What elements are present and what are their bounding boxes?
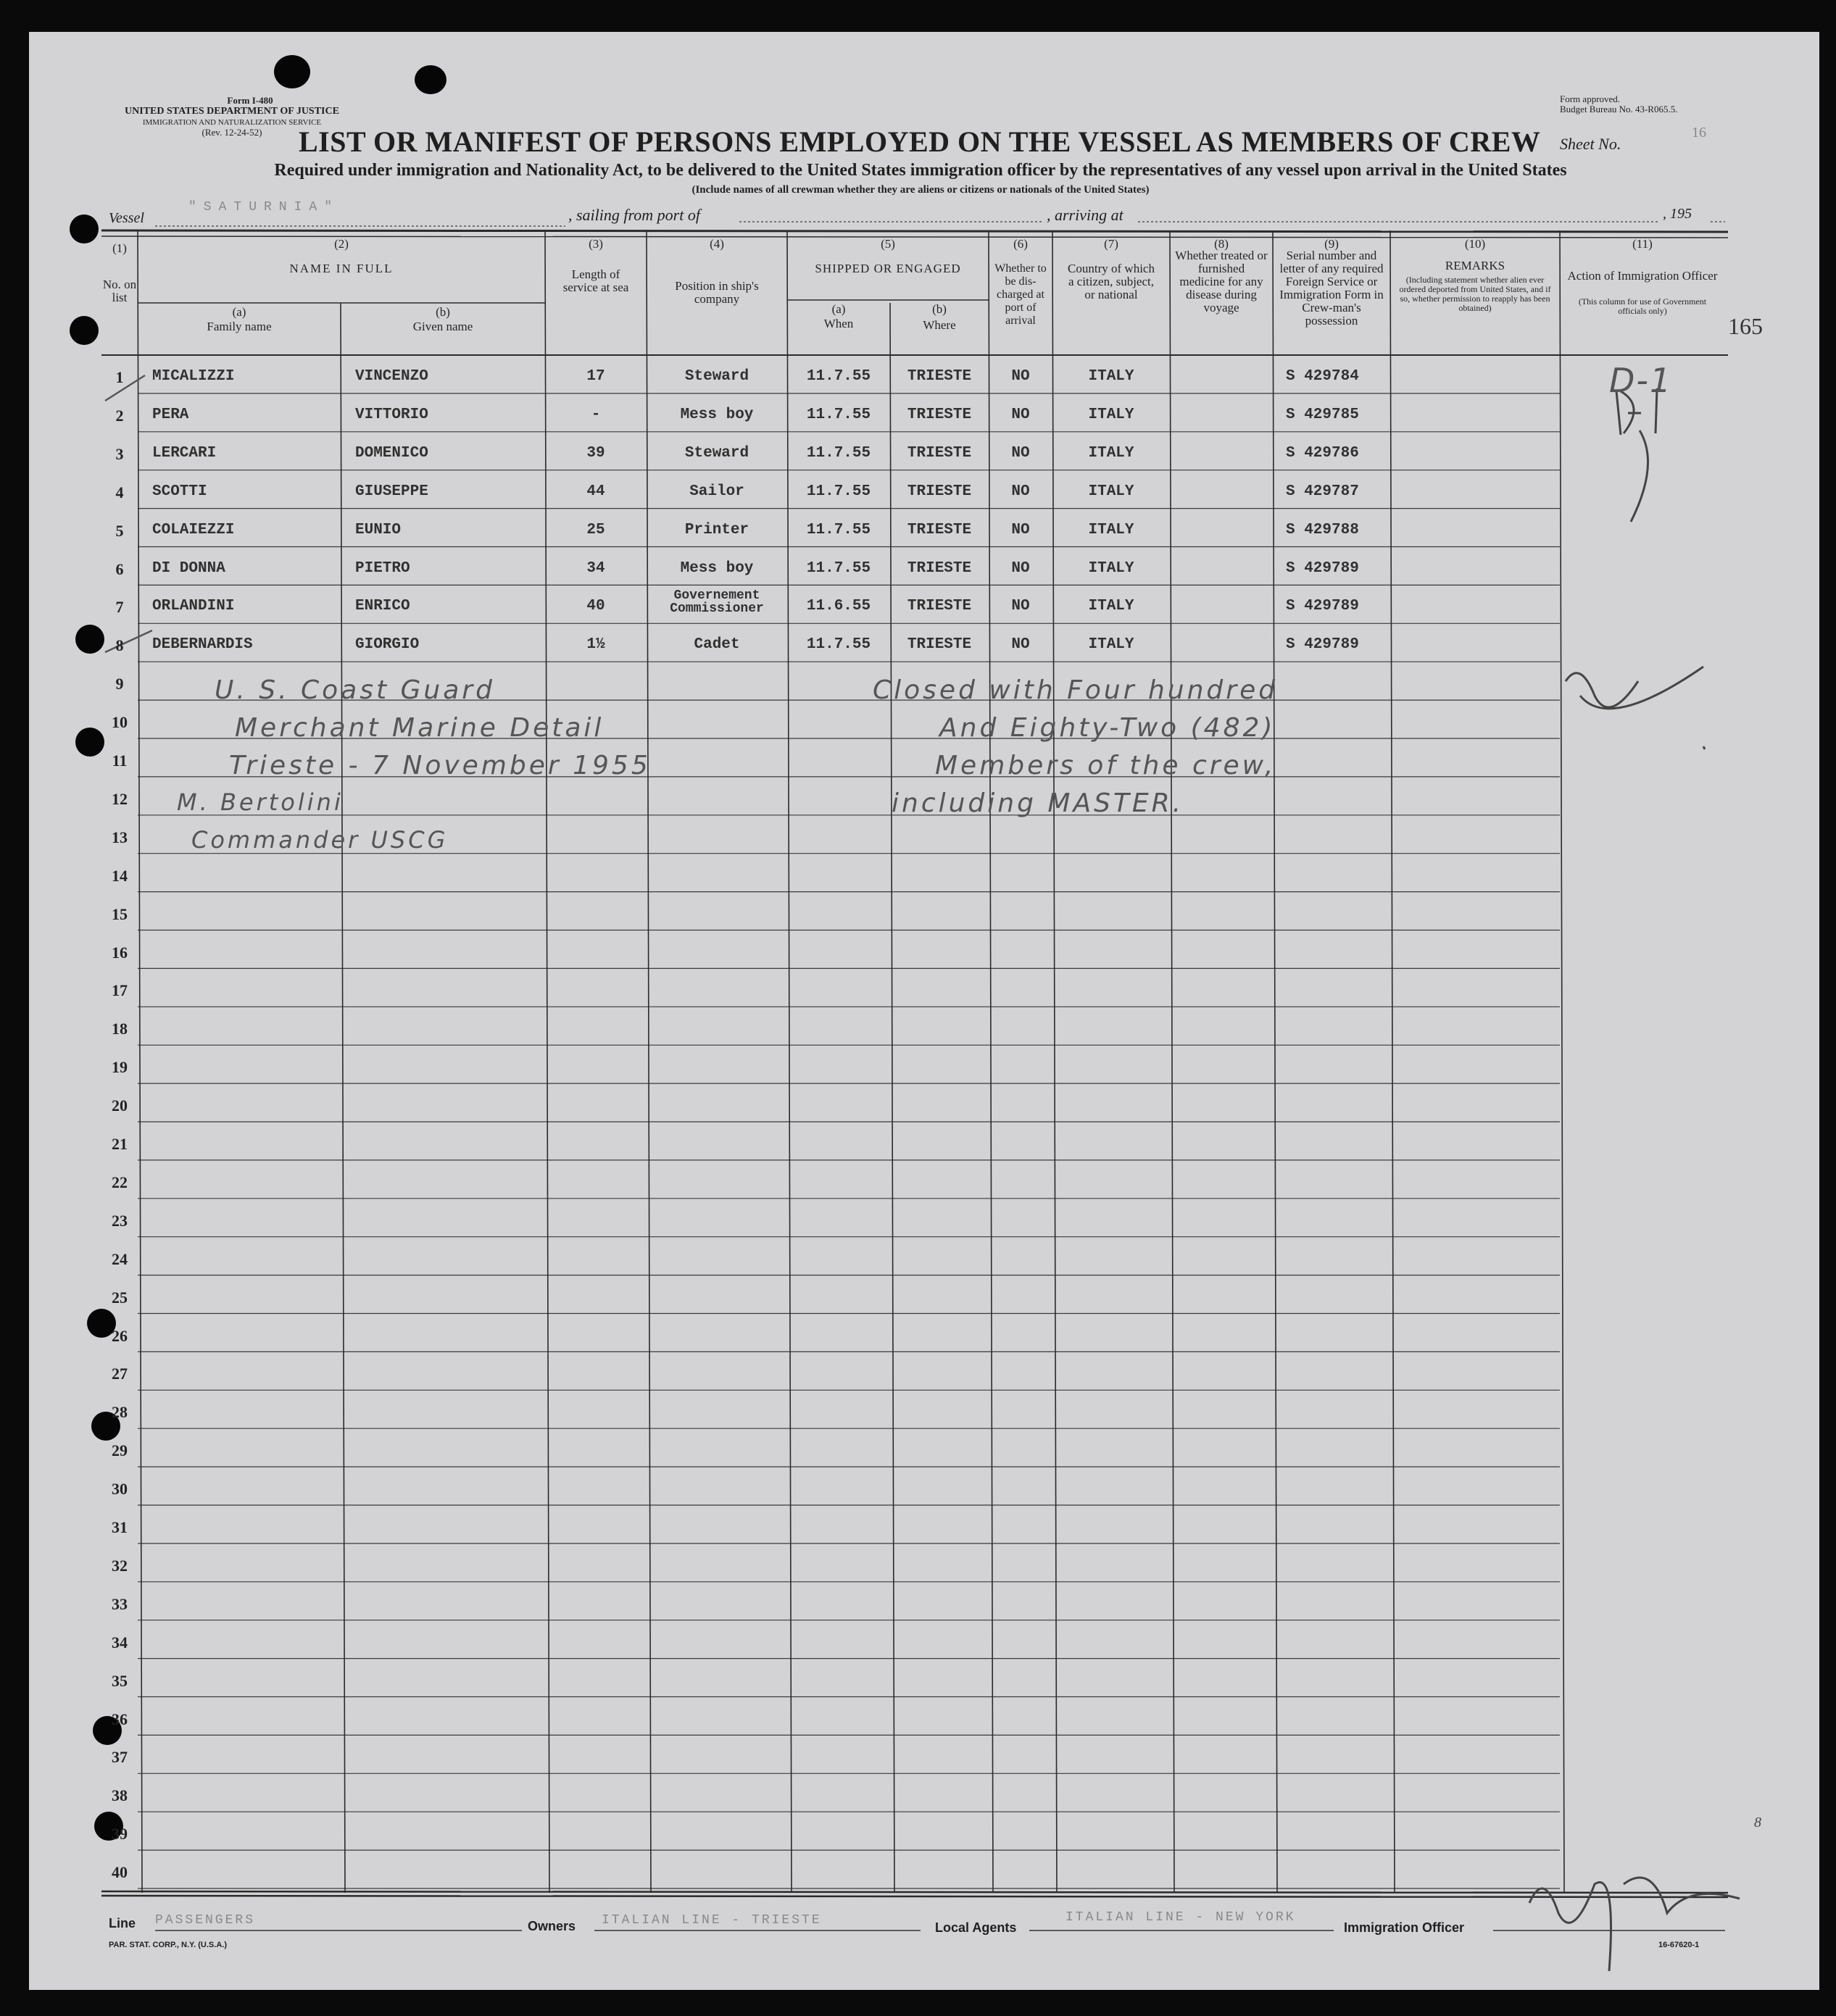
col1-label: No. on list [102,278,137,304]
shipped-where: TRIESTE [907,559,972,577]
col6-number: (6) [1013,237,1028,251]
owners-value: ITALIAN LINE - TRIESTE [602,1913,822,1928]
country: ITALY [1088,483,1134,500]
col2-number: (2) [334,237,349,251]
row-number: 21 [112,1135,128,1153]
col11-label: Action of Immigration Officer [1567,269,1718,283]
serial-number: S 429787 [1286,483,1359,500]
col2b-number: (b) [436,305,450,319]
col9-label: Serial number and letter of any required Foreign Service or Immigration Form in Crew-man's possession [1279,249,1384,328]
serial-number: S 429786 [1286,444,1359,462]
col2a-number: (a) [232,305,246,319]
column-rule [341,303,345,1893]
hand-left-line5: Commander USCG [191,826,449,854]
row-number: 32 [112,1556,128,1575]
column-rule [545,230,549,1893]
arriving-label: , arriving at [1047,206,1123,224]
discharged: NO [1011,444,1030,462]
country: ITALY [1088,368,1134,385]
action-code: D-1 [1609,361,1673,400]
family-name: SCOTTI [152,483,207,500]
hand-left-line4: M. Bertolini [177,788,344,816]
hand-left-line3: Trieste - 7 November 1955 [229,751,651,780]
row-number: 12 [112,789,128,808]
col1-number: (1) [112,241,127,255]
hand-right-line2: And Eighty-Two (482) [939,713,1276,743]
column-rule [787,230,792,1893]
col6-label: Whether to be dis-charged at port of arrival [994,262,1047,327]
column-rule [890,303,894,1893]
shipped-when: 11.7.55 [806,559,871,577]
col8-label: Whether treated or furnished medicine for any disease during voyage [1175,249,1268,315]
shipped-where: TRIESTE [907,521,972,538]
col11-number: (11) [1632,237,1653,251]
row-number: 29 [112,1441,128,1460]
shipped-when: 11.7.55 [806,521,871,538]
column-rule [647,230,651,1893]
row-number: 22 [112,1172,128,1191]
length-of-service: 40 [586,598,605,615]
column-rule [1390,230,1395,1893]
row-number: 9 [115,675,124,693]
col8-number: (8) [1214,237,1229,251]
shipped-where: TRIESTE [907,444,972,462]
col5a-label: When [823,317,854,330]
row-number: 11 [112,751,128,770]
discharged: NO [1011,483,1030,500]
row-number: 35 [112,1671,128,1690]
col5a-number: (a) [831,302,846,316]
position: Mess boy [680,559,754,577]
row-number: 2 [115,406,124,425]
vessel-label: Vessel [109,210,144,226]
col10-note: (Including statement whether alien ever ordered deported from United States, and if so, whether permission to reapply has been obtained) [1399,275,1551,313]
row-number: 13 [112,828,128,846]
given-name: VITTORIO [355,406,428,423]
sheet-number: 16 [1692,125,1706,141]
row-number: 30 [112,1480,128,1499]
col7-label: Country of which a citizen, subject, or national [1068,262,1155,301]
subtitle: Required under immigration and Nationality Act, to be delivered to the United States immigration officer by the representatives of any vessel upon arrival in the United States [274,161,1567,180]
family-name: ORLANDINI [152,598,235,615]
position: Printer [684,521,749,538]
row-number: 27 [112,1365,128,1383]
col3-label: Length of service at sea [562,267,629,294]
row-number: 3 [115,444,124,463]
row-number: 16 [112,943,128,962]
margin-mark: 8 [1754,1815,1761,1830]
agents-value: ITALIAN LINE - NEW YORK [1066,1910,1296,1925]
shipped-when: 11.7.55 [806,483,871,500]
column-rule [1560,230,1564,1893]
serial-number: S 429788 [1286,521,1359,538]
line-label: Line [109,1916,136,1930]
row-number: 26 [112,1326,128,1345]
row-number: 4 [115,483,124,501]
given-name: GIORGIO [355,636,420,654]
row-number: 6 [115,559,124,578]
column-rule [1273,230,1277,1893]
row-number: 10 [112,713,128,732]
col4-number: (4) [710,237,724,251]
row-number: 25 [112,1288,128,1307]
hand-left-line2: Merchant Marine Detail [235,713,605,743]
shipped-when: 11.7.55 [806,368,871,385]
col10-label: REMARKS [1445,259,1505,272]
length-of-service: - [591,406,601,423]
line-value: PASSENGERS [155,1913,256,1928]
form-code: 16-67620-1 [1658,1941,1700,1949]
shipped-when: 11.7.55 [806,406,871,423]
row-number: 15 [112,904,128,923]
vessel-name: "SATURNIA" [188,200,340,214]
shipped-when: 11.7.55 [806,444,871,462]
col2-label: NAME IN FULL [289,262,394,275]
family-name: DI DONNA [152,559,225,577]
page-stamp: 165 [1728,313,1763,339]
row-number: 28 [112,1403,128,1422]
shipped-where: TRIESTE [907,598,972,615]
row-number: 40 [112,1863,128,1882]
sheet-label: Sheet No. [1560,135,1621,153]
serial-number: S 429784 [1286,368,1359,385]
given-name: GIUSEPPE [355,483,428,500]
col3-number: (3) [589,237,603,251]
discharged: NO [1011,521,1030,538]
country: ITALY [1088,559,1134,577]
shipped-where: TRIESTE [907,406,972,423]
discharged: NO [1011,559,1030,577]
serial-number: S 429789 [1286,598,1359,615]
position: Cadet [694,636,740,654]
year-label: , 195 [1663,206,1692,222]
length-of-service: 17 [586,368,605,385]
revision: (Rev. 12-24-52) [202,127,262,138]
page-title: LIST OR MANIFEST OF PERSONS EMPLOYED ON THE VESSEL AS MEMBERS OF CREW [299,125,1541,158]
officer-label: Immigration Officer [1344,1920,1465,1935]
row-number: 17 [112,981,128,1000]
hand-right-line4: including MASTER. [892,788,1184,818]
given-name: EUNIO [355,521,402,538]
row-number: 24 [112,1249,128,1268]
col7-number: (7) [1104,237,1118,251]
printer: PAR. STAT. CORP., N.Y. (U.S.A.) [109,1941,227,1949]
hand-right-line3: Members of the crew, [935,751,1276,780]
family-name: PERA [152,406,189,423]
col5-label: SHIPPED OR ENGAGED [815,262,961,275]
row-number: 14 [112,866,128,885]
family-name: COLAIEZZI [152,521,235,538]
row-number: 23 [112,1211,128,1230]
family-name: MICALIZZI [152,368,235,385]
serial-number: S 429789 [1286,636,1359,654]
given-name: DOMENICO [355,444,428,462]
row-number: 18 [112,1020,128,1038]
col5-number: (5) [881,237,895,251]
shipped-where: TRIESTE [907,368,972,385]
serial-number: S 429789 [1286,559,1359,577]
shipped-where: TRIESTE [907,636,972,654]
row-number: 33 [112,1594,128,1613]
country: ITALY [1088,598,1134,615]
discharged: NO [1011,598,1030,615]
row-number: 38 [112,1786,128,1805]
row-number: 1 [115,368,124,386]
col10-number: (10) [1464,237,1486,251]
discharged: NO [1011,368,1030,385]
length-of-service: 1½ [586,636,605,654]
row-number: 39 [112,1825,128,1844]
position: Mess boy [680,406,754,423]
given-name: PIETRO [355,559,410,577]
discharged: NO [1011,406,1030,423]
row-number: 20 [112,1096,128,1115]
row-number: 31 [112,1518,128,1536]
country: ITALY [1088,636,1134,654]
column-rule [1170,230,1174,1893]
given-name: ENRICO [355,598,410,615]
col11-note: (This column for use of Government officials only) [1578,296,1707,316]
col4-label: Position in ship's company [675,279,759,306]
owners-label: Owners [528,1919,576,1933]
row-number: 34 [112,1633,128,1651]
col2a-label: Family name [207,320,272,333]
col9-number: (9) [1324,237,1339,251]
given-name: VINCENZO [355,368,428,385]
family-name: LERCARI [152,444,217,462]
col5b-number: (b) [932,302,947,316]
country: ITALY [1088,444,1134,462]
hand-right-line1: Closed with Four hundred [873,675,1279,705]
country: ITALY [1088,521,1134,538]
form-number: Form I-480 [227,95,273,106]
position: Steward [684,444,749,462]
col5b-label: Where [923,318,956,332]
col2b-label: Given name [412,320,473,333]
serial-number: S 429785 [1286,406,1359,423]
form-approved: Form approved. [1560,93,1621,104]
shipped-where: TRIESTE [907,483,972,500]
position: Sailor [689,483,744,500]
row-number: 37 [112,1748,128,1767]
position: Governement Commissioner [670,588,764,617]
column-rule [1052,230,1057,1893]
length-of-service: 34 [586,559,605,577]
discharged: NO [1011,636,1030,654]
shipped-when: 11.6.55 [806,598,871,615]
department: UNITED STATES DEPARTMENT OF JUSTICE [125,106,339,117]
row-number: 19 [112,1058,128,1077]
service: IMMIGRATION AND NATURALIZATION SERVICE [142,118,322,127]
column-rule [989,230,993,1893]
length-of-service: 39 [586,444,605,462]
length-of-service: 25 [586,521,605,538]
family-name: DEBERNARDIS [152,636,253,654]
row-number: 8 [115,636,124,655]
country: ITALY [1088,406,1134,423]
budget-bureau: Budget Bureau No. 43-R065.5. [1560,104,1678,114]
position: Steward [684,368,749,385]
row-number: 36 [112,1709,128,1728]
column-rule [138,230,142,1893]
include-note: (Include names of all crewman whether they are aliens or citizens or nationals of the United States) [691,184,1150,196]
agents-label: Local Agents [935,1920,1017,1935]
row-number: 5 [115,521,124,540]
length-of-service: 44 [586,483,605,500]
hand-left-line1: U. S. Coast Guard [215,675,495,705]
row-number: 7 [115,598,124,617]
shipped-when: 11.7.55 [806,636,871,654]
sailing-label: , sailing from port of [568,206,700,224]
